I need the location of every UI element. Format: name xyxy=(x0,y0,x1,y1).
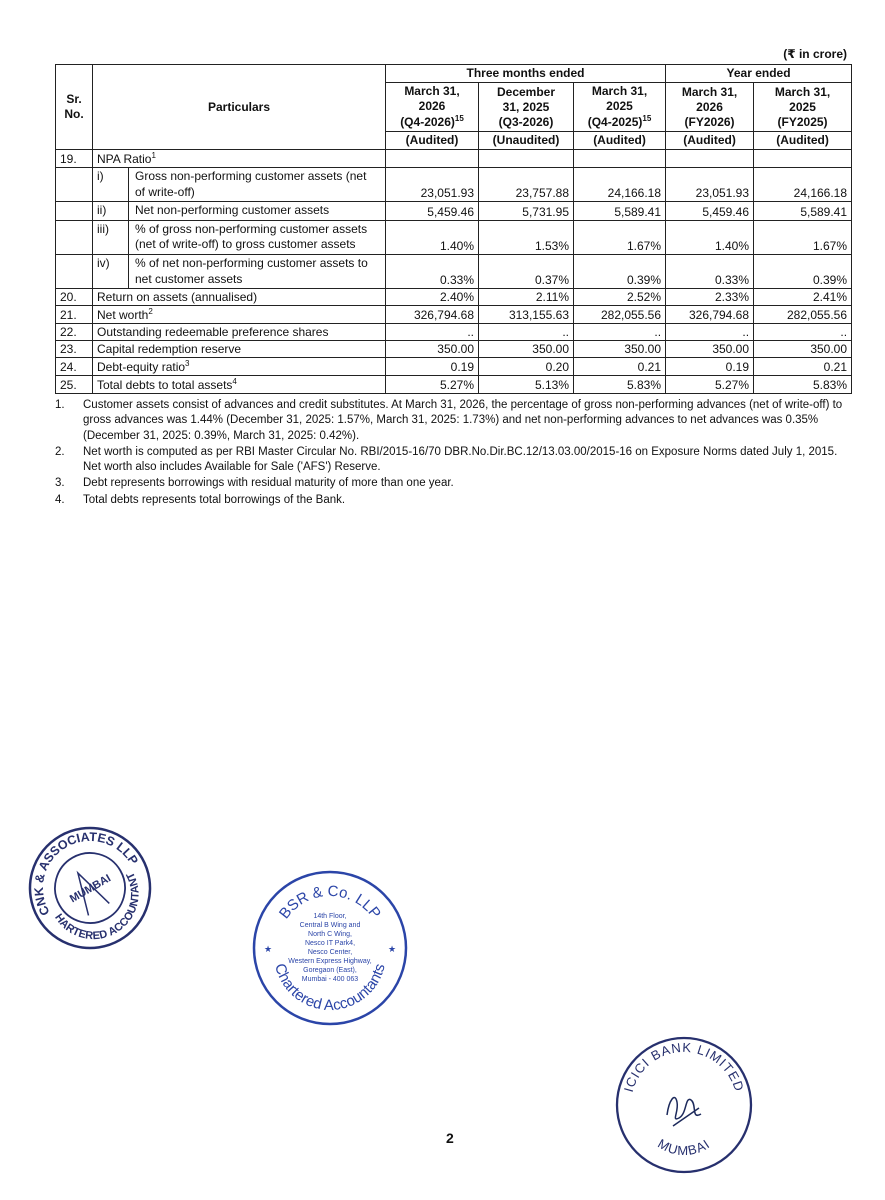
table-row xyxy=(56,150,852,168)
sr-no-cell: 21. xyxy=(56,306,93,324)
row-label xyxy=(93,341,386,358)
value-cell: 350.00 xyxy=(666,341,754,358)
value-cell: 326,794.68 xyxy=(666,306,754,324)
value-cell: 5.13% xyxy=(479,376,574,394)
period-code xyxy=(390,114,474,130)
period-header xyxy=(666,83,754,132)
value-cell: 2.11% xyxy=(479,289,574,306)
empty-cell xyxy=(56,220,93,254)
empty-cell xyxy=(56,168,93,202)
footnote-number: 2. xyxy=(55,445,65,458)
empty-cell xyxy=(386,150,479,168)
sub-item-layout xyxy=(93,202,385,220)
value-cell: 5.83% xyxy=(754,376,852,394)
audit-status: (Audited) xyxy=(754,132,852,150)
table-row xyxy=(56,202,852,221)
value-cell: 0.37% xyxy=(479,254,574,288)
value-cell: 5.83% xyxy=(574,376,666,394)
row-label-text: Net worth xyxy=(97,308,149,323)
footnote-number: 1. xyxy=(55,399,65,411)
value-cell: 350.00 xyxy=(386,341,479,358)
value-cell: 5,589.41 xyxy=(574,202,666,221)
bsr-address-line: Nesco Center, xyxy=(307,949,353,956)
row-label xyxy=(93,324,386,341)
sub-item-layout xyxy=(93,221,385,254)
npa-label-text: NPA Ratio xyxy=(97,152,152,166)
row-label xyxy=(93,376,386,394)
footnote xyxy=(55,493,855,508)
table-row xyxy=(56,254,852,288)
table-row xyxy=(56,220,852,254)
value-cell: 0.19 xyxy=(666,358,754,376)
sr-no-cell: 19. xyxy=(56,150,93,168)
svg-text:★: ★ xyxy=(388,944,397,954)
bsr-address-line: North C Wing, xyxy=(308,931,352,938)
icici-bank-stamp xyxy=(609,1030,759,1180)
value-cell: .. xyxy=(386,324,479,341)
value-cell: 2.33% xyxy=(666,289,754,306)
sub-item-label: % of net non-performing customer assets to net customer assets xyxy=(135,255,368,286)
row-label xyxy=(93,306,386,324)
period-line: March 31, xyxy=(774,84,831,99)
value-cell: 0.33% xyxy=(666,254,754,288)
period-header xyxy=(574,83,666,132)
value-cell: 0.19 xyxy=(386,358,479,376)
empty-cell xyxy=(666,150,754,168)
value-cell: .. xyxy=(574,324,666,341)
period-code xyxy=(758,115,847,130)
empty-cell xyxy=(574,150,666,168)
roman-numeral: iv) xyxy=(93,255,129,288)
npa-ratio-label xyxy=(93,150,386,168)
period-line: 2026 xyxy=(696,99,723,114)
value-cell: 24,166.18 xyxy=(754,168,852,202)
table-row xyxy=(56,341,852,358)
roman-numeral: i) xyxy=(93,168,129,201)
period-header xyxy=(386,83,479,132)
sub-item-cell xyxy=(93,254,386,288)
value-cell: 1.67% xyxy=(754,220,852,254)
period-code-text: (FY2025) xyxy=(777,114,828,129)
sub-item-cell xyxy=(93,220,386,254)
particulars-header: Particulars xyxy=(93,65,386,150)
period-header xyxy=(479,83,574,132)
audit-status: (Audited) xyxy=(386,132,479,150)
unit-label: (₹ in crore) xyxy=(783,47,847,61)
sr-no-cell: 22. xyxy=(56,324,93,341)
table-row xyxy=(56,289,852,306)
cnk-stamp-bottom-text: CHARTERED ACCOUNTANTS xyxy=(52,870,142,943)
bsr-address-line: Central B Wing and xyxy=(299,922,361,929)
table-row xyxy=(56,324,852,341)
audit-status: (Audited) xyxy=(574,132,666,150)
footnote-ref: 4 xyxy=(232,377,237,387)
footnote-ref: 2 xyxy=(148,307,153,317)
cnk-stamp-top-text: CNK & ASSOCIATES LLP xyxy=(31,829,141,918)
period-line: March 31, xyxy=(404,84,460,98)
empty-cell xyxy=(479,150,574,168)
value-cell: 5.27% xyxy=(666,376,754,394)
table-row xyxy=(56,168,852,202)
footnote-text: Net worth is computed as per RBI Master Circular No. RBI/2015-16/70 DBR.No.Dir.BC.12/13.03.00/2015-16 on Exposure Norms dated July 1, 2015. Net worth also includes Available for Sale ('AFS') Reserve. xyxy=(83,445,838,474)
sr-no-cell: 25. xyxy=(56,376,93,394)
footnote xyxy=(55,445,855,476)
value-cell: .. xyxy=(754,324,852,341)
sr-no-cell: 20. xyxy=(56,289,93,306)
row-label-text: Capital redemption reserve xyxy=(97,342,242,357)
sub-item-label: Gross non-performing customer assets (net of write-off) xyxy=(135,169,367,199)
header-row-groups xyxy=(56,65,852,83)
value-cell: 5,459.46 xyxy=(386,202,479,221)
footnote-number: 3. xyxy=(55,477,65,490)
period-line: December xyxy=(496,84,556,99)
period-code-text: (Q4-2026) xyxy=(400,115,455,129)
footnote xyxy=(55,398,855,444)
period-line: 2025 xyxy=(789,99,816,114)
period-footnote-ref: 15 xyxy=(454,114,464,123)
table-row xyxy=(56,358,852,376)
year-ended-header: Year ended xyxy=(666,65,852,83)
period-header xyxy=(754,83,852,132)
value-cell: 5,589.41 xyxy=(754,202,852,221)
value-cell: 0.33% xyxy=(386,254,479,288)
icici-stamp-bottom-text: MUMBAI xyxy=(655,1135,713,1159)
row-label-text: Return on assets (annualised) xyxy=(97,290,258,305)
value-cell: 24,166.18 xyxy=(574,168,666,202)
period-line: 31, 2025 xyxy=(502,99,550,114)
value-cell: 1.53% xyxy=(479,220,574,254)
roman-numeral: iii) xyxy=(93,221,129,254)
value-cell: 2.40% xyxy=(386,289,479,306)
icici-stamp-top-text: ICICI BANK LIMITED xyxy=(620,1039,748,1094)
financial-ratios-table xyxy=(55,64,852,394)
footnote-text: Total debts represents total borrowings of the Bank. xyxy=(83,493,346,506)
sub-item-label: % of gross non-performing customer assets (net of write-off) to gross customer assets xyxy=(135,221,368,252)
cnk-associates-stamp xyxy=(25,823,155,953)
footnote-ref: 1 xyxy=(151,151,156,160)
value-cell: 0.21 xyxy=(574,358,666,376)
bsr-address-line: 14th Floor, xyxy=(313,913,347,920)
value-cell: 350.00 xyxy=(479,341,574,358)
signature-mark xyxy=(667,1098,701,1126)
value-cell: .. xyxy=(479,324,574,341)
footnote-text: Debt represents borrowings with residual maturity of more than one year. xyxy=(83,477,454,490)
sub-item-layout xyxy=(93,168,385,201)
empty-cell xyxy=(754,150,852,168)
roman-numeral: ii) xyxy=(93,202,129,220)
value-cell: 1.40% xyxy=(386,220,479,254)
value-cell: 1.67% xyxy=(574,220,666,254)
sr-no-cell: 23. xyxy=(56,341,93,358)
bsr-stamp-top-text: BSR & Co. LLP xyxy=(275,882,385,923)
period-footnote-ref: 15 xyxy=(642,114,652,123)
value-cell: 350.00 xyxy=(754,341,852,358)
period-line: March 31, xyxy=(591,84,648,98)
value-cell: 0.39% xyxy=(754,254,852,288)
value-cell: 1.40% xyxy=(666,220,754,254)
value-cell: 313,155.63 xyxy=(479,306,574,324)
value-cell: .. xyxy=(666,324,754,341)
sub-item-layout xyxy=(93,255,385,288)
period-code xyxy=(578,114,661,130)
value-cell: 0.20 xyxy=(479,358,574,376)
audit-status: (Unaudited) xyxy=(479,132,574,150)
row-label-text: Outstanding redeemable preference shares xyxy=(97,325,329,340)
period-code-text: (Q3-2026) xyxy=(498,114,554,129)
row-label xyxy=(93,289,386,306)
value-cell: 23,051.93 xyxy=(386,168,479,202)
bsr-address-line: Goregaon (East), xyxy=(303,967,357,974)
row-label-text: Debt-equity ratio xyxy=(97,360,186,375)
empty-cell xyxy=(56,254,93,288)
sub-item-cell xyxy=(93,202,386,221)
page-number: 2 xyxy=(446,1130,454,1146)
value-cell: 5,731.95 xyxy=(479,202,574,221)
sub-item-cell xyxy=(93,168,386,202)
footnotes xyxy=(55,398,855,509)
value-cell: 5,459.46 xyxy=(666,202,754,221)
bsr-address-line: Mumbai - 400 063 xyxy=(301,976,359,983)
bsr-address-line: Nesco IT Park4, xyxy=(304,940,356,947)
value-cell: 23,051.93 xyxy=(666,168,754,202)
value-cell: 2.41% xyxy=(754,289,852,306)
value-cell: 282,055.56 xyxy=(754,306,852,324)
period-code-text: (FY2026) xyxy=(684,114,735,129)
value-cell: 282,055.56 xyxy=(574,306,666,324)
value-cell: 350.00 xyxy=(574,341,666,358)
cnk-stamp-center-text: MUMBAI xyxy=(67,872,114,906)
three-months-header: Three months ended xyxy=(386,65,666,83)
bsr-stamp-bottom-text: Chartered Accountants xyxy=(271,961,389,1015)
period-line: March 31, xyxy=(681,84,738,99)
value-cell: 0.39% xyxy=(574,254,666,288)
bsr-address-line: Western Express Highway, xyxy=(288,958,372,965)
value-cell: 5.27% xyxy=(386,376,479,394)
value-cell: 326,794.68 xyxy=(386,306,479,324)
row-label xyxy=(93,358,386,376)
row-label-text: Total debts to total assets xyxy=(97,378,233,393)
period-line: 2025 xyxy=(606,99,633,113)
sr-no-cell: 24. xyxy=(56,358,93,376)
svg-text:MUMBAI xyxy=(655,1136,713,1158)
period-code xyxy=(670,115,749,130)
audit-status: (Audited) xyxy=(666,132,754,150)
value-cell: 0.21 xyxy=(754,358,852,376)
value-cell: 23,757.88 xyxy=(479,168,574,202)
empty-cell xyxy=(56,202,93,221)
value-cell: 2.52% xyxy=(574,289,666,306)
footnote-number: 4. xyxy=(55,493,65,506)
period-code-text: (Q4-2025) xyxy=(587,115,643,129)
table-row xyxy=(56,306,852,324)
svg-text:ICICI BANK LIMITED xyxy=(621,1040,747,1094)
footnote-text: Customer assets consist of advances and credit substitutes. At March 31, 2026, the percentage of gross non-performing advances (net of write-off) to gross advances was 1.44% (December 31, 2025: 1.57%, March 31, 2025: 1.73%) and net non-performing advances to net advances was 0.35% (December 31, 2025: 0.39%, March 31, 2025: 0.42%). xyxy=(83,399,843,442)
table-row xyxy=(56,376,852,394)
sub-item-label: Net non-performing customer assets xyxy=(135,203,330,218)
footnote-ref: 3 xyxy=(185,359,190,369)
period-line: 2026 xyxy=(418,99,446,113)
sr-no-header: Sr. No. xyxy=(56,65,93,150)
period-code xyxy=(483,115,569,130)
footnote xyxy=(55,476,855,491)
bsr-co-stamp xyxy=(250,868,410,1028)
svg-text:★: ★ xyxy=(264,944,273,954)
